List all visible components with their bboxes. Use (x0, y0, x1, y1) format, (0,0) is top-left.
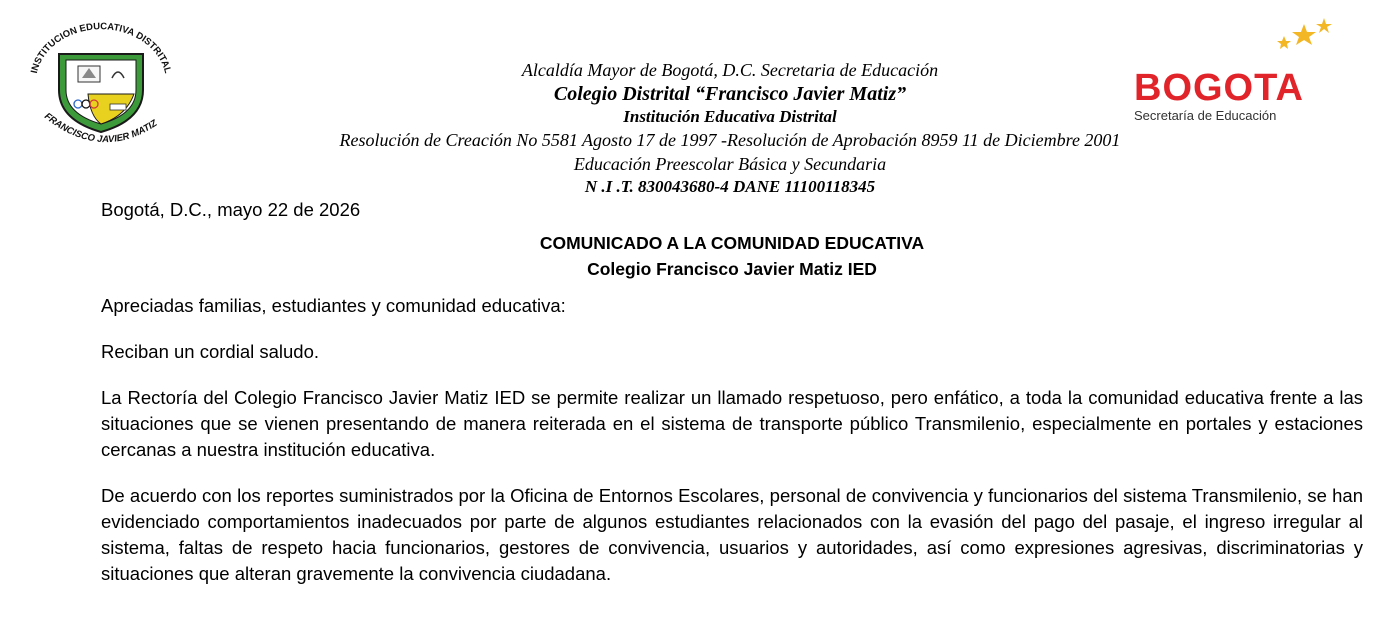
letterhead (230, 58, 1230, 198)
document-title-block (101, 230, 1363, 282)
body-paragraph-1: La Rectoría del Colegio Francisco Javier Matiz IED se permite realizar un llamado respetuoso, pero enfático, a toda la comunidad educativa frente a las situaciones que se vienen presentando de manera reiterada en el sistema de transporte público Transmilenio, especialmente en portales y estaciones cercanas a nuestra institución educativa. (101, 387, 1363, 460)
document-title: COMUNICADO A LA COMUNIDAD EDUCATIVA (539, 233, 925, 253)
bogota-star-logo-icon (1128, 18, 1348, 130)
crest-arc-top-text: INSTITUCION EDUCATIVA DISTRITAL (28, 21, 174, 75)
letterhead-line-institution-type: Institución Educativa Distrital (623, 107, 837, 126)
letterhead-line-nit: N .I .T. 830043680-4 DANE 11100118345 (584, 177, 876, 196)
letterhead-line-authority: Alcaldía Mayor de Bogotá, D.C. Secretaria de Educación (521, 60, 939, 80)
document-date: Bogotá, D.C., mayo 22 de 2026 (101, 199, 361, 220)
body-paragraph-2: De acuerdo con los reportes suministrados por la Oficina de Entornos Escolares, personal de convivencia y funcionarios del sistema Transmilenio, se han evidenciado comportamientos inadecuados por parte de algunos estudiantes relacionados con la evasión del pago del pasaje, el ingreso irregular al sistema, faltas de respeto hacia funcionarios, gestores de convivencia, usuarios y autoridades, así como expresiones agresivas, discriminatorias y situaciones que alteran gravemente la convivencia ciudadana. (101, 485, 1363, 584)
document-body (101, 197, 1363, 607)
letterhead-line-levels: Educación Preescolar Básica y Secundaria (573, 154, 887, 174)
salutation-paragraph: Reciban un cordial saludo. (101, 341, 320, 362)
document-subtitle: Colegio Francisco Javier Matiz IED (587, 259, 877, 279)
school-crest-logo (26, 20, 176, 160)
letterhead-line-school: Colegio Distrital “Francisco Javier Matiz” (553, 83, 907, 105)
bogota-subtitle: Secretaría de Educación (1134, 108, 1277, 123)
school-crest-icon (26, 20, 176, 160)
bogota-logo (1128, 18, 1348, 130)
letterhead-line-resolution: Resolución de Creación No 5581 Agosto 17 de 1997 -Resolución de Aprobación 8959 11 de Diciembre 2001 (339, 130, 1121, 150)
bogota-wordmark: BOGOTA (1134, 67, 1304, 109)
crest-arc-bottom-text: FRANCISCO JAVIER MATIZ (42, 110, 160, 146)
greeting-paragraph: Apreciadas familias, estudiantes y comunidad educativa: (101, 295, 566, 316)
